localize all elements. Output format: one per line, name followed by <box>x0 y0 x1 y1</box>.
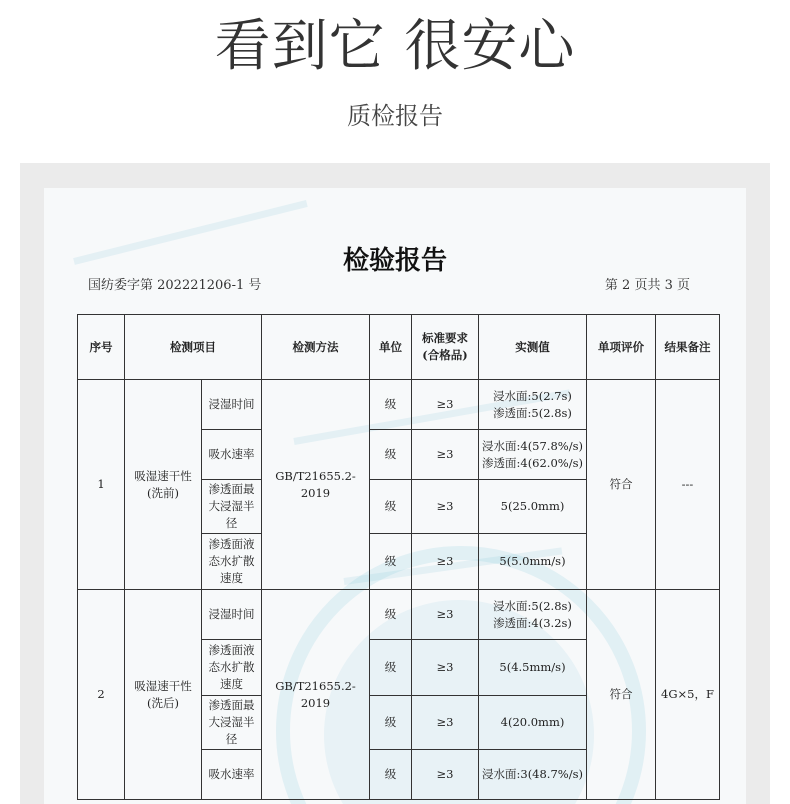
column-header-unit: 单位 <box>370 315 412 380</box>
requirement-cell: ≥3 <box>412 430 479 480</box>
measured-value-line1: 浸水面:5(2.7s) <box>493 388 572 403</box>
measured-value-cell: 5(4.5mm/s) <box>479 640 587 696</box>
requirement-cell: ≥3 <box>412 696 479 750</box>
remark-cell: --- <box>656 380 720 590</box>
requirement-cell: ≥3 <box>412 750 479 800</box>
page-headline: 看到它 很安心 <box>214 14 576 79</box>
category-line2: (洗前) <box>147 485 179 500</box>
measured-value-cell <box>479 380 587 430</box>
remark-cell: 4G×5，F <box>656 590 720 800</box>
requirement-cell: ≥3 <box>412 480 479 534</box>
evaluation-cell: 符合 <box>587 590 656 800</box>
requirement-header-line2: (合格品) <box>422 348 468 362</box>
inspection-report-document <box>44 188 746 804</box>
row-index: 2 <box>78 590 125 800</box>
test-method: GB/T21655.2-2019 <box>262 380 370 590</box>
row-index: 1 <box>78 380 125 590</box>
measured-value-cell: 4(20.0mm) <box>479 696 587 750</box>
measured-value-line1: 浸水面:3(48.7%/s) <box>482 767 583 781</box>
table-row <box>78 380 720 430</box>
unit-cell: 级 <box>370 640 412 696</box>
category-line1: 吸湿速干性 <box>134 468 192 483</box>
unit-cell: 级 <box>370 380 412 430</box>
measured-value-cell: 5(25.0mm) <box>479 480 587 534</box>
measured-value-line2: 渗透面:5(2.8s) <box>493 405 572 420</box>
table-row <box>78 590 720 640</box>
column-header-method: 检测方法 <box>262 315 370 380</box>
measured-value-line1: 浸水面:5(2.8s) <box>493 598 572 613</box>
unit-cell: 级 <box>370 750 412 800</box>
measured-value-cell <box>479 590 587 640</box>
test-method: GB/T21655.2-2019 <box>262 590 370 800</box>
report-page-indicator: 第 2 页共 3 页 <box>604 278 690 293</box>
measured-value-cell <box>479 430 587 480</box>
requirement-cell: ≥3 <box>412 590 479 640</box>
column-header-index: 序号 <box>78 315 125 380</box>
report-title: 检验报告 <box>342 246 447 276</box>
unit-cell: 级 <box>370 430 412 480</box>
test-subitem: 吸水速率 <box>202 430 262 480</box>
requirement-cell: ≥3 <box>412 380 479 430</box>
evaluation-cell: 符合 <box>587 380 656 590</box>
page-subtitle: 质检报告 <box>347 102 443 130</box>
column-header-requirement <box>412 315 479 380</box>
category-line1: 吸湿速干性 <box>134 678 192 693</box>
measured-value-line1: 浸水面:4(57.8%/s) <box>482 438 583 453</box>
test-category <box>125 380 202 590</box>
unit-cell: 级 <box>370 590 412 640</box>
test-subitem: 吸水速率 <box>202 750 262 800</box>
column-header-remark: 结果备注 <box>656 315 720 380</box>
test-subitem: 浸湿时间 <box>202 380 262 430</box>
column-header-measured-value: 实测值 <box>479 315 587 380</box>
requirement-cell: ≥3 <box>412 534 479 590</box>
table-header-row <box>78 315 720 380</box>
test-subitem: 渗透面液态水扩散速度 <box>202 640 262 696</box>
measured-value-line2: 渗透面:4(3.2s) <box>493 615 572 630</box>
column-header-test-item: 检测项目 <box>125 315 262 380</box>
unit-cell: 级 <box>370 696 412 750</box>
unit-cell: 级 <box>370 534 412 590</box>
measured-value-cell: 5(5.0mm/s) <box>479 534 587 590</box>
unit-cell: 级 <box>370 480 412 534</box>
inspection-results-table <box>77 314 720 800</box>
test-subitem: 渗透面最大浸湿半径 <box>202 480 262 534</box>
test-category <box>125 590 202 800</box>
requirement-header-line1: 标准要求 <box>422 331 468 345</box>
test-subitem: 浸湿时间 <box>202 590 262 640</box>
requirement-cell: ≥3 <box>412 640 479 696</box>
column-header-evaluation: 单项评价 <box>587 315 656 380</box>
category-line2: (洗后) <box>147 695 179 710</box>
test-subitem: 渗透面最大浸湿半径 <box>202 696 262 750</box>
report-reference-number: 国纺委字第 202221206-1 号 <box>88 278 262 293</box>
measured-value-line2: 渗透面:4(62.0%/s) <box>482 455 583 470</box>
test-subitem: 渗透面液态水扩散速度 <box>202 534 262 590</box>
measured-value-cell <box>479 750 587 800</box>
